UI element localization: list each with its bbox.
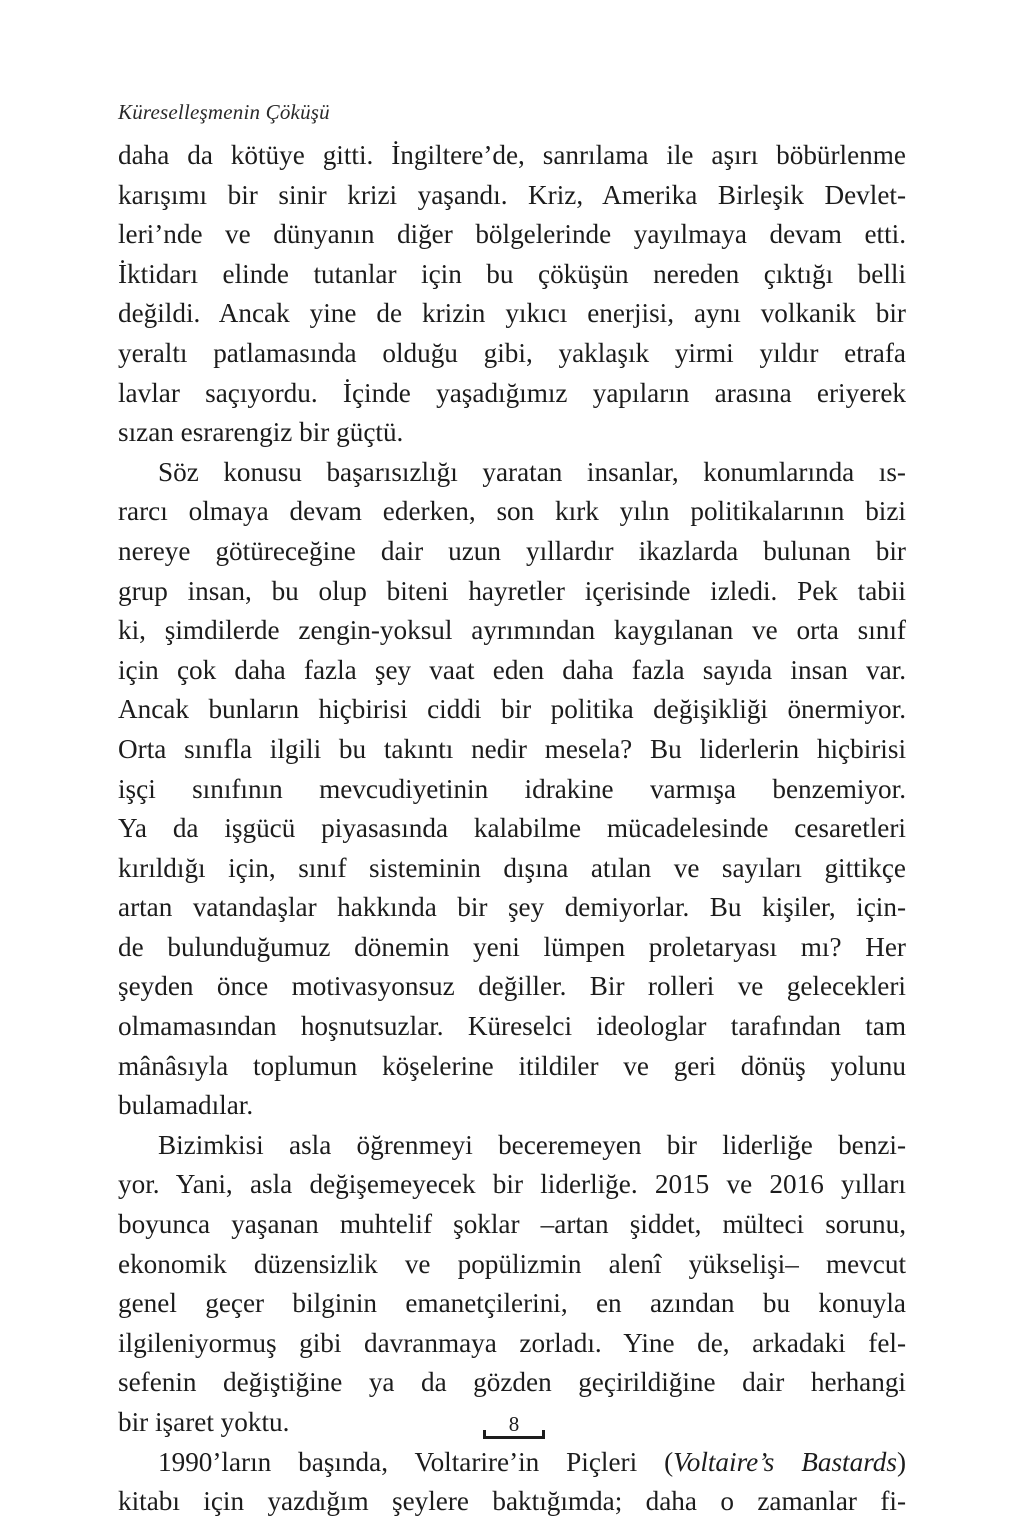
text-line: yeraltı patlamasında olduğu gibi, yaklaşık yirmi yıldır etrafa: [118, 337, 906, 368]
text-line: Söz konusu başarısızlığı yaratan insanlar, konumlarında ıs-: [158, 456, 906, 487]
text-line: Ancak bunların hiçbirisi ciddi bir politika değişikliği önermiyor.: [118, 694, 906, 725]
text-line: de bulunduğumuz dönemin yeni lümpen proletaryası mı? Her: [118, 931, 906, 962]
text-line: işçi sınıfının mevcudiyetinin idrakine varmışa benzemiyor.: [118, 773, 906, 804]
text-fragment: ): [896, 1446, 906, 1477]
text-line: olmamasından hoşnutsuzlar. Küreselci ideologlar tarafından tam: [118, 1011, 906, 1042]
text-line-with-title: [118, 1443, 906, 1483]
page-number: 8: [508, 1412, 520, 1436]
text-line: bulamadılar.: [118, 1090, 254, 1121]
page-number-folio: [483, 1412, 545, 1442]
text-line: genel geçer bilginin emanetçilerini, en azından bu konuyla: [118, 1288, 906, 1319]
folio-tick-right: [542, 1430, 545, 1439]
text-line: leri’nde ve dünyanın diğer bölgelerinde yayılmaya devam etti.: [118, 219, 906, 250]
text-line: boyunca yaşanan muhtelif şoklar –artan şiddet, mülteci sorunu,: [118, 1209, 906, 1240]
running-head: Küreselleşmenin Çöküşü: [118, 100, 330, 124]
text-line: ki, şimdilerde zengin-yoksul ayrımından kaygılanan ve orta sınıf: [118, 615, 906, 646]
text-line: daha da kötüye gitti. İngiltere’de, sanrılama ile aşırı böbürlenme: [118, 140, 906, 170]
text-line: bir işaret yoktu.: [118, 1407, 290, 1437]
text-line: nereye götüreceğine dair uzun yıllardır ikazlarda bulunan bir: [118, 535, 906, 566]
folio-rule: [483, 1436, 545, 1439]
text-line: ekonomik düzensizlik ve popülizmin alenî yükselişi– mevcut: [118, 1248, 906, 1279]
folio-tick-left: [483, 1430, 486, 1439]
text-line: Bizimkisi asla öğrenmeyi beceremeyen bir liderliğe benzi-: [158, 1129, 906, 1160]
text-line: İktidarı elinde tutanlar için bu çöküşün nereden çıktığı belli: [118, 258, 906, 289]
text-line: sızan esrarengiz bir güçtü.: [118, 417, 404, 448]
text-line: yor. Yani, asla değişemeyecek bir liderliğe. 2015 ve 2016 yılları: [118, 1169, 906, 1200]
italic-book-title: Voltaire’s Bastards: [673, 1446, 897, 1477]
text-line: ilgileniyormuş gibi davranmaya zorladı. Yine de, arkadaki fel-: [118, 1327, 906, 1358]
text-line: kitabı için yazdığım şeylere baktığımda; daha o zamanlar fi-: [118, 1486, 906, 1517]
body-text: [118, 136, 906, 1522]
text-line: sefenin değiştiğine ya da gözden geçirildiğine dair herhangi: [118, 1367, 906, 1398]
text-line: grup insan, bu olup biteni hayretler içerisinde izledi. Pek tabii: [118, 575, 906, 606]
text-line: şeyden önce motivasyonsuz değiller. Bir rolleri ve gelecekleri: [118, 971, 906, 1002]
text-line: için çok daha fazla şey vaat eden daha fazla sayıda insan var.: [118, 654, 906, 685]
text-fragment: 1990’ların başında, Voltarire’in Piçleri (: [158, 1446, 674, 1477]
text-line: kırıldığı için, sınıf sisteminin dışına atılan ve sayıları gittikçe: [118, 852, 906, 883]
text-line: mânâsıyla toplumun köşelerine itildiler ve geri dönüş yolunu: [118, 1050, 906, 1081]
text-line: rarcı olmaya devam ederken, son kırk yılın politikalarının bizi: [118, 496, 906, 527]
text-line: karışımı bir sinir krizi yaşandı. Kriz, Amerika Birleşik Devlet-: [118, 179, 906, 210]
text-line: Orta sınıfla ilgili bu takıntı nedir mesela? Bu liderlerin hiçbirisi: [118, 733, 906, 764]
text-line: artan vatandaşlar hakkında bir şey demiyorlar. Bu kişiler, için-: [118, 892, 906, 923]
text-line: lavlar saçıyordu. İçinde yaşadığımız yapıların arasına eriyerek: [118, 377, 906, 408]
text-line: Ya da işgücü piyasasında kalabilme mücadelesinde cesaretleri: [118, 813, 906, 844]
text-line: değildi. Ancak yine de krizin yıkıcı enerjisi, aynı volkanik bir: [118, 298, 906, 329]
